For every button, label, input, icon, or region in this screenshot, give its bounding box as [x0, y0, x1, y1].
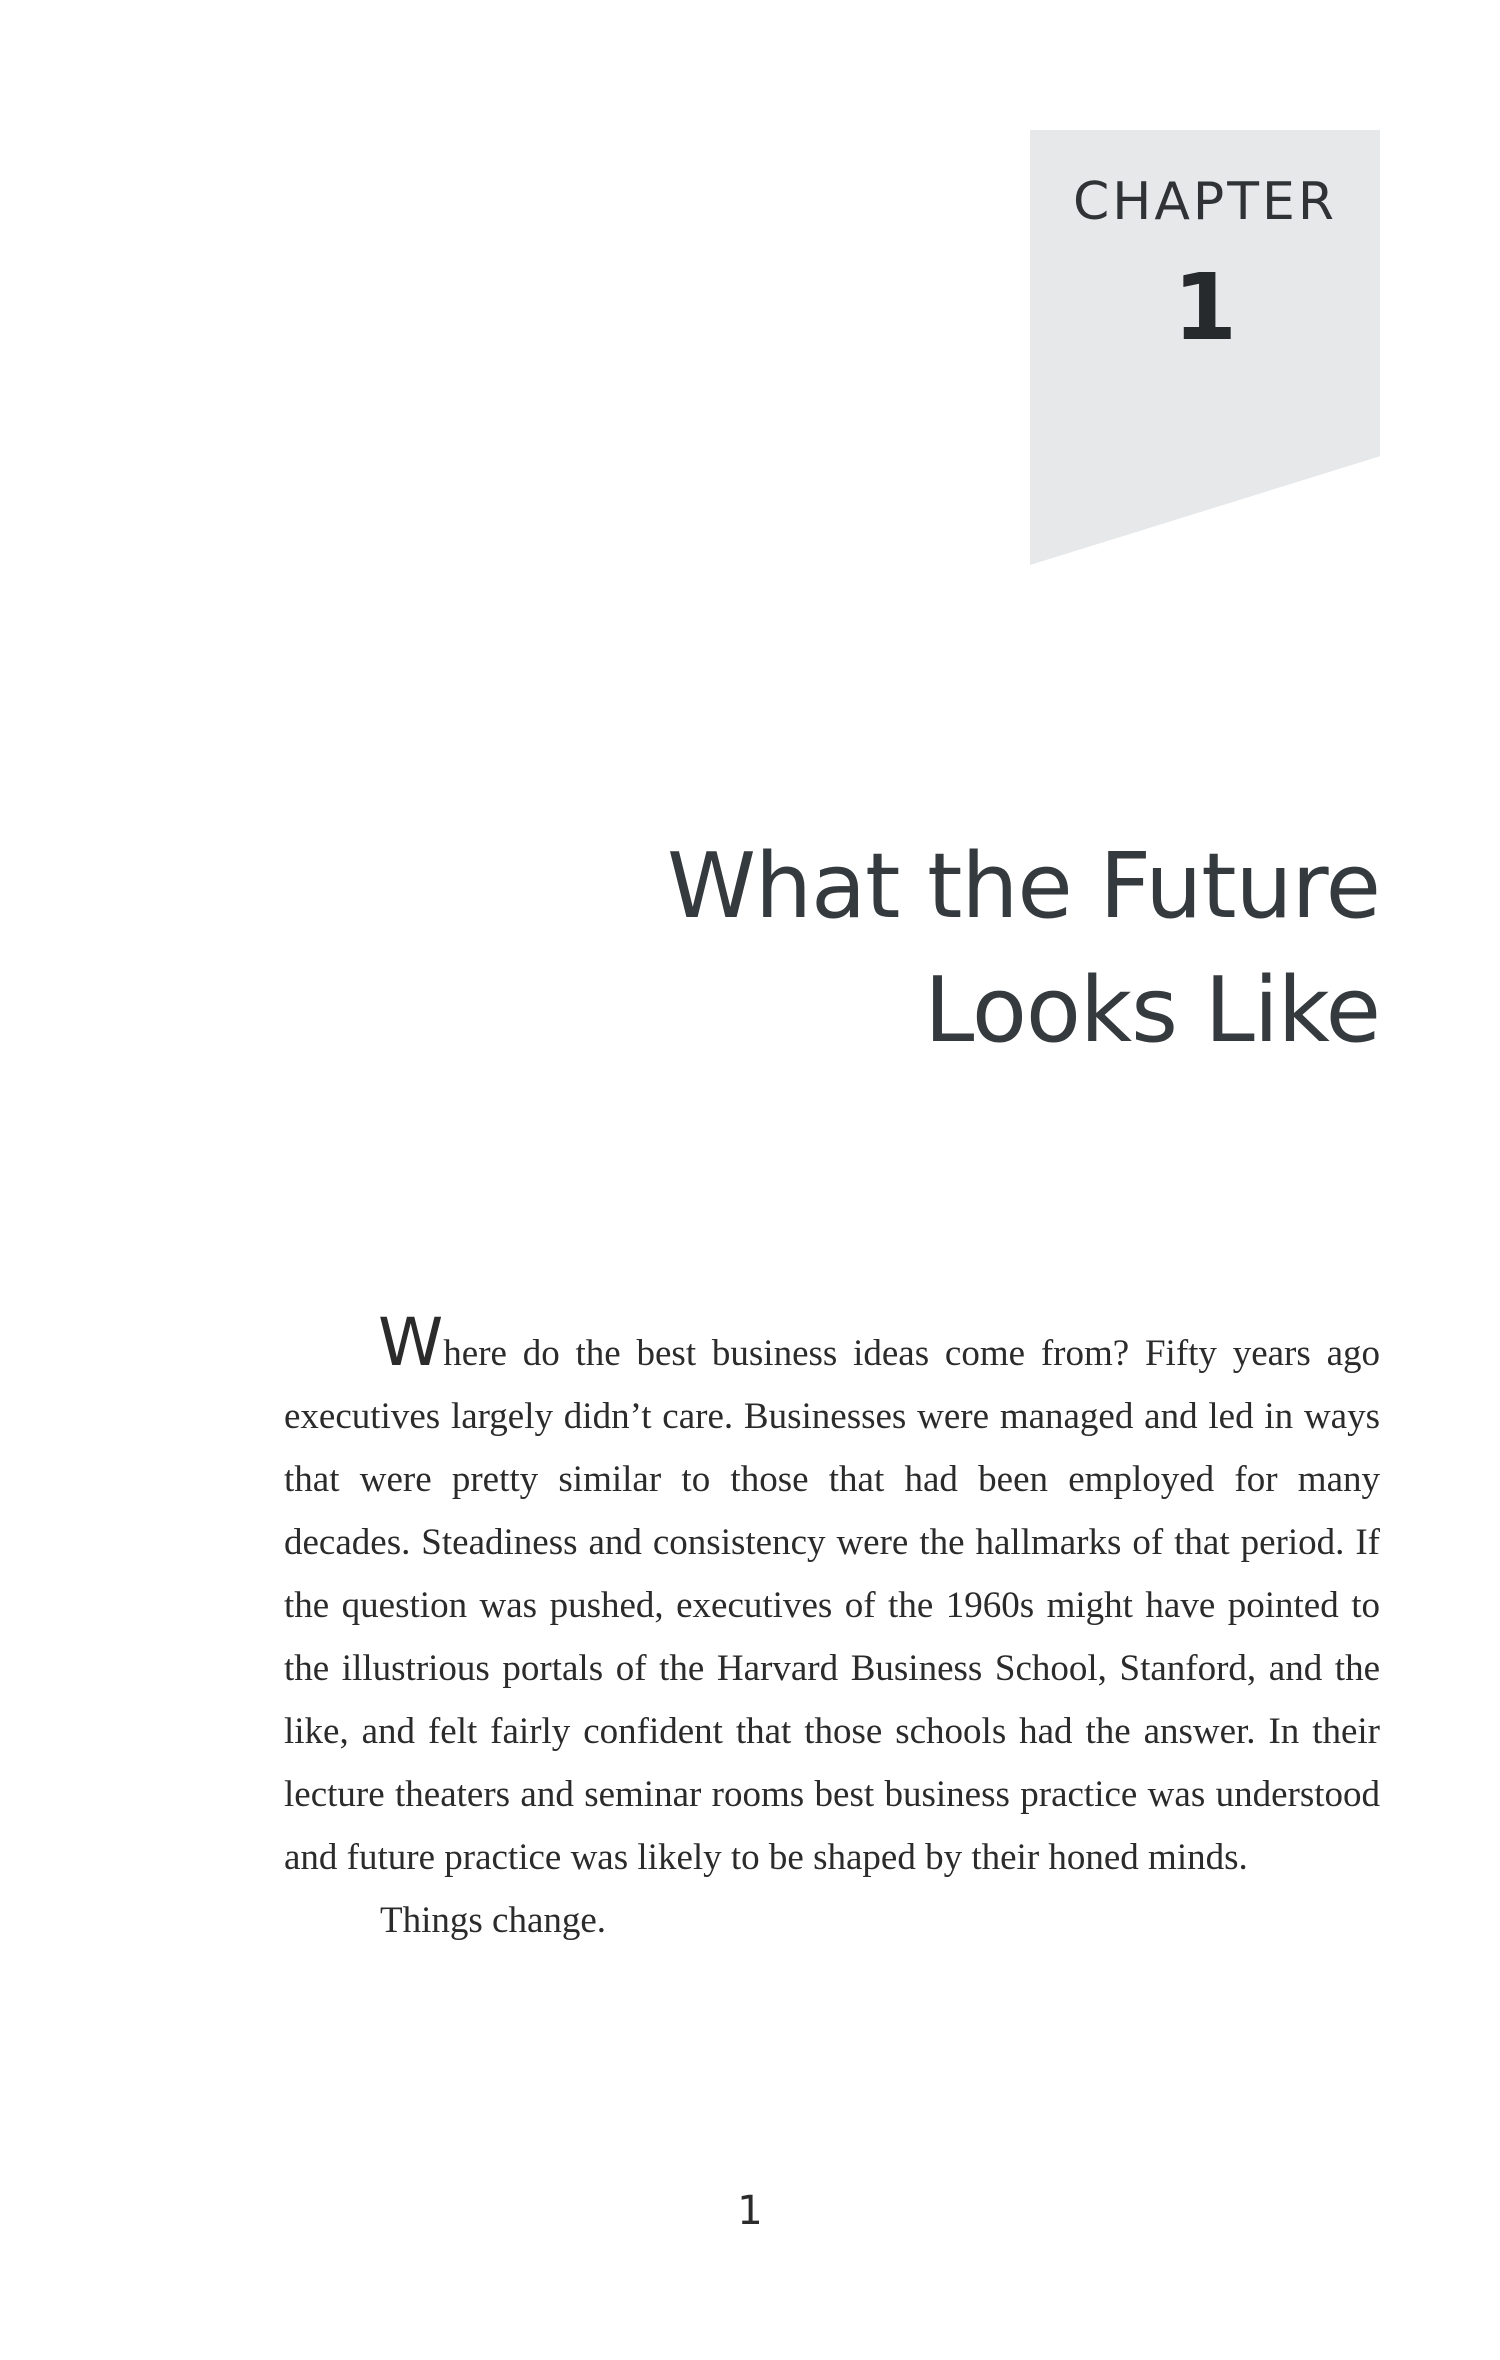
chapter-number: 1	[1172, 254, 1237, 361]
body-text	[284, 1304, 1380, 1952]
paragraph-2: Things change.	[380, 1900, 607, 1941]
chapter-label: CHAPTER	[1072, 172, 1338, 232]
paragraph-1	[284, 1304, 1380, 1889]
drop-letter: W	[378, 1304, 444, 1381]
chapter-title-line-2: Looks Like	[924, 958, 1380, 1063]
paragraph-1-text: here do the best business ideas come from? Fifty years ago executives largely didn’t care. Businesses were managed and led in ways that were pretty similar to those that had been employed for many decades. Steadiness and consistency were the hallmarks of that period. If the question was pushed, executives of the 1960s might have pointed to the illustrious portals of the Harvard Business School, Stanford, and the like, and felt fairly confident that those schools had the answer. In their lecture theaters and seminar rooms best business practice was understood and future practice was likely to be shaped by their honed minds.	[284, 1333, 1380, 1878]
page-number: 1	[737, 2188, 763, 2234]
chapter-title-line-1: What the Future	[667, 834, 1380, 939]
